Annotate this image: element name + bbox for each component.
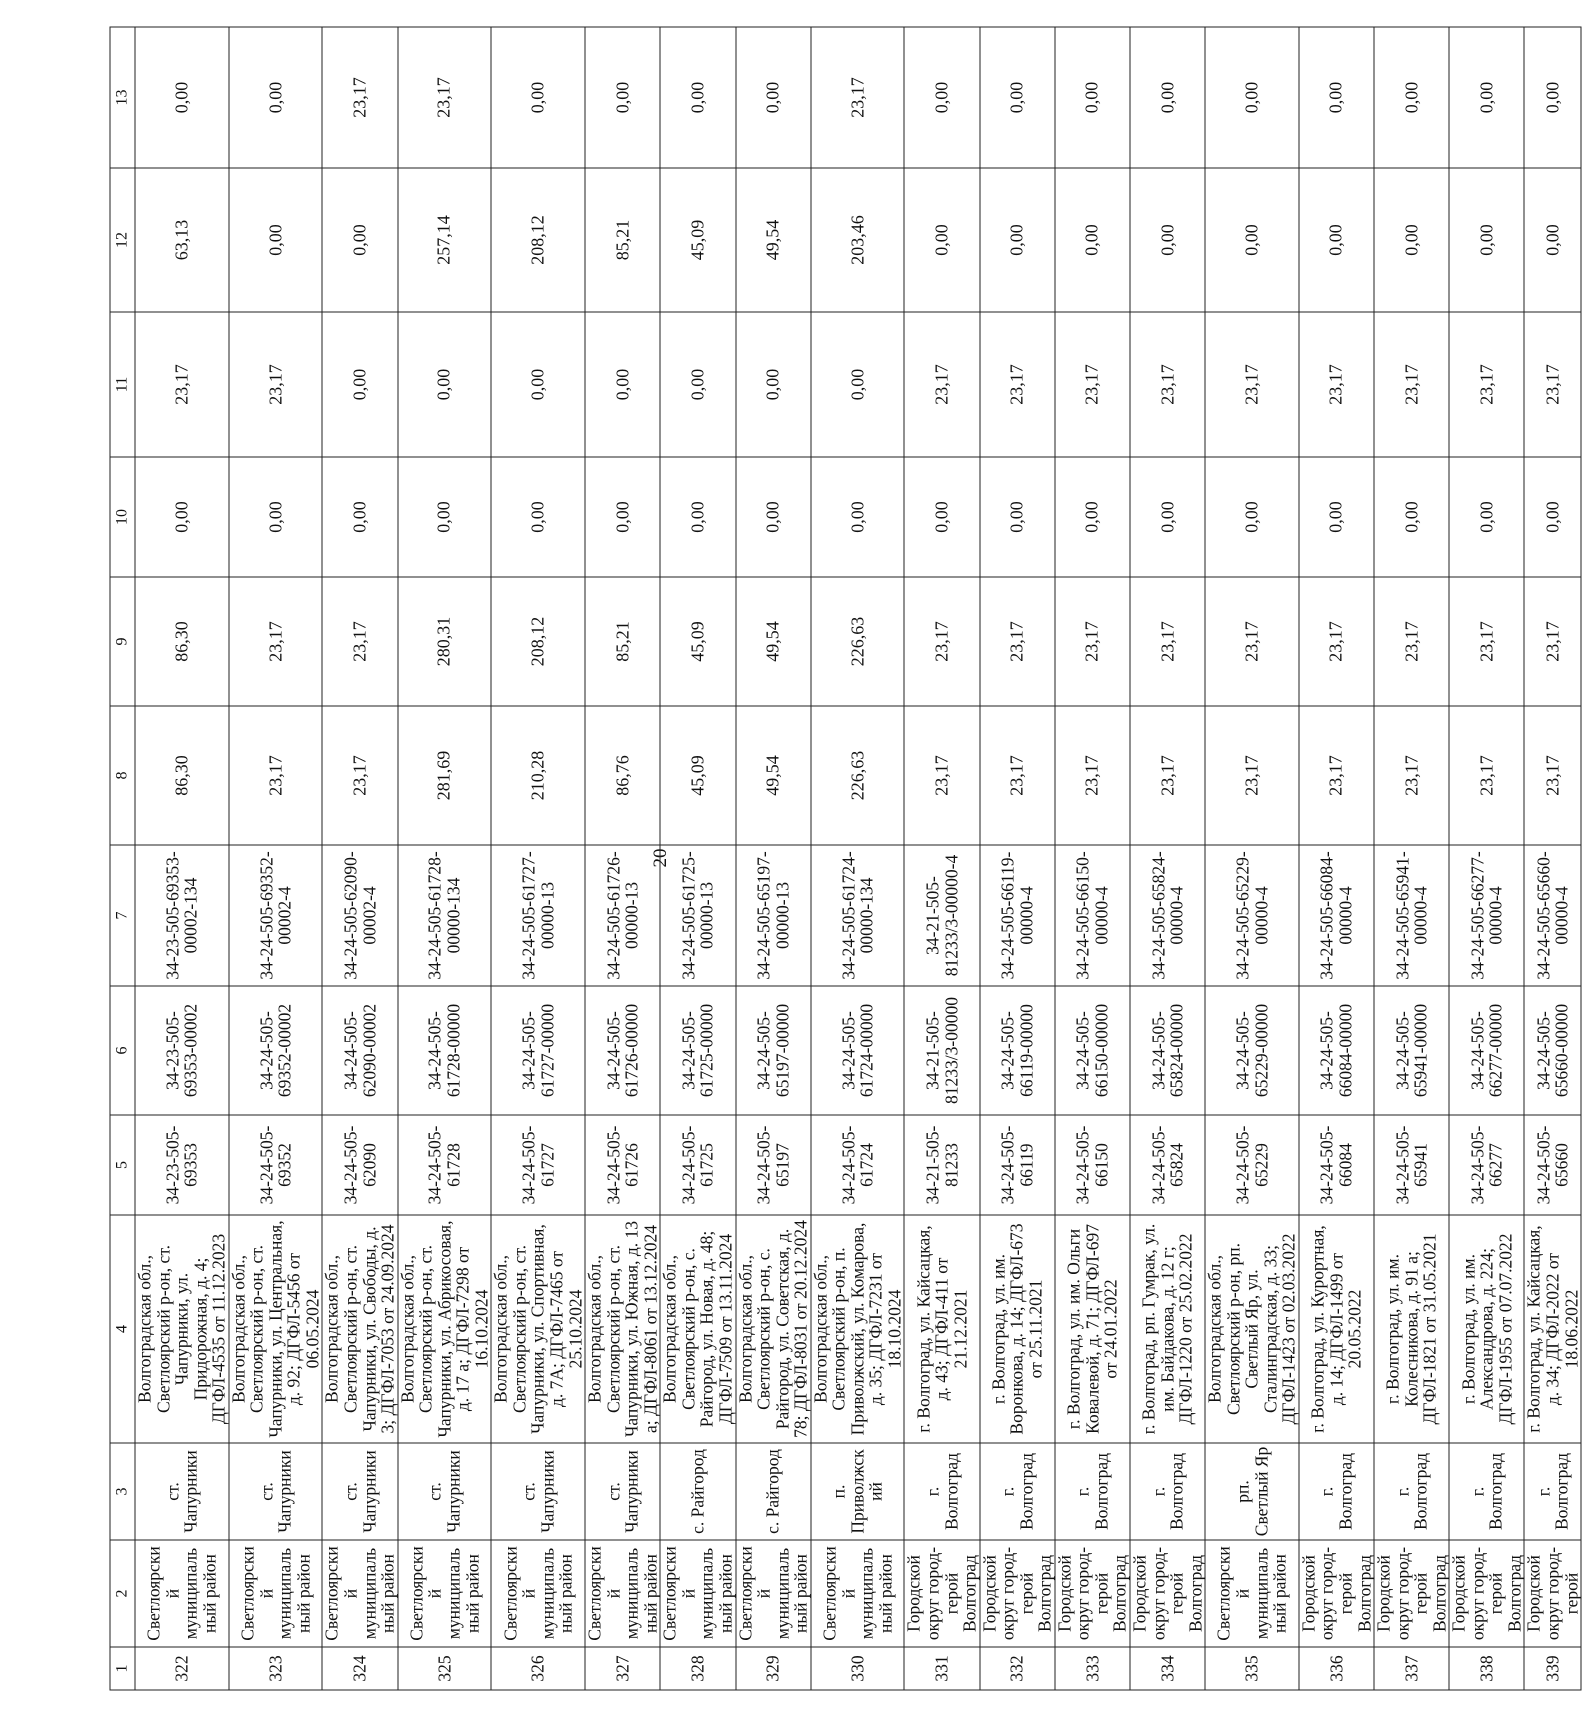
- code-cell: 34-23-505-69353-00002: [135, 986, 229, 1115]
- value-cell: 23,17: [1524, 312, 1581, 457]
- value-cell: 23,17: [322, 27, 397, 168]
- value-cell: 0,00: [398, 312, 492, 457]
- code-cell: 34-24-505-65229-00000-4: [1205, 845, 1299, 986]
- municipality-cell: Городской округ город-герой Волгоград: [1130, 1540, 1205, 1647]
- settlement-cell: с. Райгород: [660, 1443, 735, 1540]
- municipality-cell: Светлоярский муниципальный район: [585, 1540, 660, 1647]
- row-number-cell: 322: [135, 1647, 229, 1690]
- address-contract-cell: Волгоградская обл., Светлоярский р-он, ст. Чапурники, ул. Центральная, д. 92; ДГФЛ-5456 от 06.05.2024: [229, 1215, 323, 1443]
- code-cell: 34-24-505-66119-00000-4: [980, 845, 1055, 986]
- code-cell: 34-24-505-61725: [660, 1115, 735, 1215]
- value-cell: 23,17: [1449, 577, 1524, 706]
- value-cell: 23,17: [811, 27, 905, 168]
- row-number-cell: 338: [1449, 1647, 1524, 1690]
- address-contract-cell: г. Волгоград, ул. им. Александрова, д. 224; ДГФЛ-1955 от 07.07.2022: [1449, 1215, 1524, 1443]
- value-cell: 0,00: [1130, 27, 1205, 168]
- value-cell: 23,17: [1130, 706, 1205, 845]
- value-cell: 226,63: [811, 577, 905, 706]
- municipality-cell: Светлоярский муниципальный район: [1205, 1540, 1299, 1647]
- value-cell: 226,63: [811, 706, 905, 845]
- settlement-cell: г. Волгоград: [904, 1443, 979, 1540]
- value-cell: 0,00: [229, 27, 323, 168]
- value-cell: 0,00: [904, 168, 979, 312]
- municipality-cell: Светлоярский муниципальный район: [322, 1540, 397, 1647]
- address-contract-cell: Волгоградская обл., Светлоярский р-он, ст. Чапурники, ул. Южная, д. 13 а; ДГФЛ-8061 от 13.12.2024: [585, 1215, 660, 1443]
- value-cell: 0,00: [736, 312, 811, 457]
- value-cell: 0,00: [491, 457, 585, 577]
- row-number-cell: 339: [1524, 1647, 1581, 1690]
- value-cell: 23,17: [1449, 312, 1524, 457]
- code-cell: 34-24-505-66150: [1055, 1115, 1130, 1215]
- municipality-cell: Светлоярский муниципальный район: [491, 1540, 585, 1647]
- value-cell: 0,00: [811, 312, 905, 457]
- row-number-cell: 326: [491, 1647, 585, 1690]
- settlement-cell: п. Приволжский: [811, 1443, 905, 1540]
- address-contract-cell: Волгоградская обл., Светлоярский р-он, ст. Чапурники, ул. Свободы, д. 3; ДГФЛ-7053 от 24.09.2024: [322, 1215, 397, 1443]
- table-row: [980, 27, 1055, 1690]
- value-cell: 208,12: [491, 577, 585, 706]
- value-cell: 0,00: [1299, 168, 1374, 312]
- column-number-cell: 7: [110, 845, 135, 986]
- value-cell: 0,00: [1374, 168, 1449, 312]
- value-cell: 45,09: [660, 168, 735, 312]
- table-row: [1524, 27, 1581, 1690]
- code-cell: 34-24-505-61725-00000: [660, 986, 735, 1115]
- value-cell: 0,00: [322, 312, 397, 457]
- value-cell: 23,17: [1449, 706, 1524, 845]
- code-cell: 34-24-505-61726-00000: [585, 986, 660, 1115]
- code-cell: 34-24-505-65660: [1524, 1115, 1581, 1215]
- table-row: [135, 27, 229, 1690]
- table-row: [398, 27, 492, 1690]
- municipality-cell: Светлоярский муниципальный район: [135, 1540, 229, 1647]
- table-row: [229, 27, 323, 1690]
- row-number-cell: 335: [1205, 1647, 1299, 1690]
- row-number-cell: 329: [736, 1647, 811, 1690]
- value-cell: 23,17: [229, 577, 323, 706]
- column-number-cell: 9: [110, 577, 135, 706]
- code-cell: 34-24-505-65824-00000: [1130, 986, 1205, 1115]
- code-cell: 34-24-505-61724-00000-134: [811, 845, 905, 986]
- value-cell: 23,17: [904, 312, 979, 457]
- value-cell: 45,09: [660, 577, 735, 706]
- value-cell: 0,00: [322, 457, 397, 577]
- code-cell: 34-24-505-66084-00000: [1299, 986, 1374, 1115]
- value-cell: 0,00: [1524, 27, 1581, 168]
- value-cell: 0,00: [660, 457, 735, 577]
- settlement-cell: г. Волгоград: [1449, 1443, 1524, 1540]
- code-cell: 34-21-505-81233/3-00000: [904, 986, 979, 1115]
- municipality-cell: Городской округ город-герой Волгоград: [1299, 1540, 1374, 1647]
- column-number-cell: 8: [110, 706, 135, 845]
- code-cell: 34-24-505-61726: [585, 1115, 660, 1215]
- value-cell: 49,54: [736, 577, 811, 706]
- value-cell: 23,17: [1130, 577, 1205, 706]
- value-cell: 0,00: [398, 457, 492, 577]
- settlement-cell: г. Волгоград: [1524, 1443, 1581, 1540]
- table-row: [322, 27, 397, 1690]
- code-cell: 34-24-505-66277: [1449, 1115, 1524, 1215]
- row-number-cell: 330: [811, 1647, 905, 1690]
- value-cell: 0,00: [904, 27, 979, 168]
- value-cell: 0,00: [1055, 168, 1130, 312]
- address-contract-cell: Волгоградская обл., Светлоярский р-он, ст. Чапурники, ул. Спортивная, д. 7А; ДГФЛ-7465 от 25.10.2024: [491, 1215, 585, 1443]
- value-cell: 0,00: [1055, 27, 1130, 168]
- value-cell: 86,30: [135, 706, 229, 845]
- value-cell: 23,17: [1205, 577, 1299, 706]
- value-cell: 0,00: [585, 27, 660, 168]
- value-cell: 86,76: [585, 706, 660, 845]
- table-row: [1055, 27, 1130, 1690]
- value-cell: 85,21: [585, 577, 660, 706]
- value-cell: 0,00: [1130, 457, 1205, 577]
- code-cell: 34-24-505-69352: [229, 1115, 323, 1215]
- code-cell: 34-24-505-62090: [322, 1115, 397, 1215]
- value-cell: 0,00: [322, 168, 397, 312]
- municipality-cell: Городской округ город-герой Волгоград: [980, 1540, 1055, 1647]
- code-cell: 34-24-505-61727-00000: [491, 986, 585, 1115]
- address-contract-cell: Волгоградская обл., Светлоярский р-он, ст. Чапурники, ул. Придорожная, д. 4; ДГФЛ-4535 от 11.12.2023: [135, 1215, 229, 1443]
- table-row: [1130, 27, 1205, 1690]
- settlement-cell: ст. Чапурники: [135, 1443, 229, 1540]
- code-cell: 34-24-505-66119-00000: [980, 986, 1055, 1115]
- code-cell: 34-24-505-65824-00000-4: [1130, 845, 1205, 986]
- address-contract-cell: Волгоградская обл., Светлоярский р-он, с. Райгород, ул. Новая, д. 48; ДГФЛ-7509 от 13.11.2024: [660, 1215, 735, 1443]
- column-number-cell: 3: [110, 1443, 135, 1540]
- code-cell: 34-24-505-69352-00002-4: [229, 845, 323, 986]
- municipality-cell: Светлоярский муниципальный район: [398, 1540, 492, 1647]
- value-cell: 23,17: [1130, 312, 1205, 457]
- value-cell: 0,00: [229, 457, 323, 577]
- column-number-cell: 2: [110, 1540, 135, 1647]
- row-number-cell: 336: [1299, 1647, 1374, 1690]
- value-cell: 23,17: [904, 577, 979, 706]
- code-cell: 34-24-505-65824: [1130, 1115, 1205, 1215]
- address-contract-cell: г. Волгоград, ул. Кайсацкая, д. 43; ДГФЛ-411 от 21.12.2021: [904, 1215, 979, 1443]
- row-number-cell: 323: [229, 1647, 323, 1690]
- settlement-cell: ст. Чапурники: [229, 1443, 323, 1540]
- code-cell: 34-24-505-62090-00002-4: [322, 845, 397, 986]
- value-cell: 0,00: [1205, 168, 1299, 312]
- value-cell: 257,14: [398, 168, 492, 312]
- settlement-cell: рп. Светлый Яр: [1205, 1443, 1299, 1540]
- municipality-cell: Светлоярский муниципальный район: [736, 1540, 811, 1647]
- register-table: [110, 27, 1582, 1691]
- row-number-cell: 334: [1130, 1647, 1205, 1690]
- value-cell: 23,17: [135, 312, 229, 457]
- value-cell: 23,17: [1524, 577, 1581, 706]
- value-cell: 0,00: [1374, 457, 1449, 577]
- table-row: [1449, 27, 1524, 1690]
- value-cell: 0,00: [1524, 457, 1581, 577]
- value-cell: 23,17: [904, 706, 979, 845]
- code-cell: 34-24-505-61725-00000-13: [660, 845, 735, 986]
- address-contract-cell: г. Волгоград, ул. им. Ольги Ковалевой, д. 71; ДГФЛ-697 от 24.01.2022: [1055, 1215, 1130, 1443]
- table-row: [736, 27, 811, 1690]
- value-cell: 23,17: [980, 577, 1055, 706]
- code-cell: 34-24-505-65941: [1374, 1115, 1449, 1215]
- code-cell: 34-24-505-66277-00000: [1449, 986, 1524, 1115]
- value-cell: 23,17: [322, 577, 397, 706]
- settlement-cell: г. Волгоград: [980, 1443, 1055, 1540]
- value-cell: 0,00: [1524, 168, 1581, 312]
- code-cell: 34-24-505-65660-00000-4: [1524, 845, 1581, 986]
- municipality-cell: Светлоярский муниципальный район: [229, 1540, 323, 1647]
- table-row: [585, 27, 660, 1690]
- address-contract-cell: г. Волгоград, ул. им. Воронкова, д. 14; ДГФЛ-673 от 25.11.2021: [980, 1215, 1055, 1443]
- settlement-cell: г. Волгоград: [1374, 1443, 1449, 1540]
- value-cell: 0,00: [585, 312, 660, 457]
- code-cell: 34-24-505-65229: [1205, 1115, 1299, 1215]
- value-cell: 23,17: [229, 706, 323, 845]
- code-cell: 34-24-505-61728-00000-134: [398, 845, 492, 986]
- value-cell: 0,00: [1055, 457, 1130, 577]
- address-contract-cell: Волгоградская обл., Светлоярский р-он, п. Приволжский, ул. Комарова, д. 35; ДГФЛ-7231 от 18.10.2024: [811, 1215, 905, 1443]
- value-cell: 280,31: [398, 577, 492, 706]
- municipality-cell: Городской округ город-герой Волгоград: [1449, 1540, 1524, 1647]
- code-cell: 34-24-505-61728-00000: [398, 986, 492, 1115]
- settlement-cell: г. Волгоград: [1055, 1443, 1130, 1540]
- value-cell: 0,00: [585, 457, 660, 577]
- address-contract-cell: г. Волгоград, ул. Кайсацкая, д. 34; ДГФЛ-2022 от 18.06.2022: [1524, 1215, 1581, 1443]
- value-cell: 86,30: [135, 577, 229, 706]
- table-row: [1374, 27, 1449, 1690]
- settlement-cell: ст. Чапурники: [322, 1443, 397, 1540]
- code-cell: 34-23-505-69353: [135, 1115, 229, 1215]
- code-cell: 34-24-505-65941-00000-4: [1374, 845, 1449, 986]
- column-number-cell: 10: [110, 457, 135, 577]
- code-cell: 34-24-505-65197: [736, 1115, 811, 1215]
- settlement-cell: ст. Чапурники: [398, 1443, 492, 1540]
- value-cell: 45,09: [660, 706, 735, 845]
- row-number-cell: 331: [904, 1647, 979, 1690]
- row-number-cell: 324: [322, 1647, 397, 1690]
- settlement-cell: г. Волгоград: [1299, 1443, 1374, 1540]
- municipality-cell: Городской округ город-герой: [1524, 1540, 1581, 1647]
- address-contract-cell: Волгоградская обл., Светлоярский р-он, ст. Чапурники, ул. Абрикосовая, д. 17 а; ДГФЛ-7298 от 16.10.2024: [398, 1215, 492, 1443]
- value-cell: 23,17: [1299, 312, 1374, 457]
- value-cell: 281,69: [398, 706, 492, 845]
- value-cell: 0,00: [491, 312, 585, 457]
- table-row: [1205, 27, 1299, 1690]
- code-cell: 34-24-505-66150-00000-4: [1055, 845, 1130, 986]
- value-cell: 23,17: [1524, 706, 1581, 845]
- value-cell: 23,17: [1299, 706, 1374, 845]
- code-cell: 34-24-505-61728: [398, 1115, 492, 1215]
- code-cell: 34-24-505-61726-00000-13: [585, 845, 660, 986]
- code-cell: 34-24-505-61724: [811, 1115, 905, 1215]
- value-cell: 0,00: [904, 457, 979, 577]
- municipality-cell: Городской округ город-герой Волгоград: [1055, 1540, 1130, 1647]
- row-number-cell: 328: [660, 1647, 735, 1690]
- value-cell: 0,00: [736, 27, 811, 168]
- value-cell: 0,00: [811, 457, 905, 577]
- value-cell: 0,00: [1205, 27, 1299, 168]
- value-cell: 23,17: [1374, 706, 1449, 845]
- municipality-cell: Светлоярский муниципальный район: [811, 1540, 905, 1647]
- code-cell: 34-24-505-66084-00000-4: [1299, 845, 1374, 986]
- settlement-cell: с. Райгород: [736, 1443, 811, 1540]
- value-cell: 210,28: [491, 706, 585, 845]
- value-cell: 23,17: [322, 706, 397, 845]
- code-cell: 34-24-505-65941-00000: [1374, 986, 1449, 1115]
- value-cell: 0,00: [1374, 27, 1449, 168]
- column-number-cell: 4: [110, 1215, 135, 1443]
- value-cell: 0,00: [980, 168, 1055, 312]
- value-cell: 0,00: [135, 27, 229, 168]
- address-contract-cell: г. Волгоград, ул. Курортная, д. 14; ДГФЛ-1499 от 20.05.2022: [1299, 1215, 1374, 1443]
- column-number-cell: 1: [110, 1647, 135, 1690]
- value-cell: 0,00: [980, 457, 1055, 577]
- value-cell: 0,00: [1299, 27, 1374, 168]
- page-number: 20: [650, 848, 671, 868]
- code-cell: 34-24-505-66277-00000-4: [1449, 845, 1524, 986]
- value-cell: 0,00: [1299, 457, 1374, 577]
- value-cell: 23,17: [980, 706, 1055, 845]
- code-cell: 34-24-505-66119: [980, 1115, 1055, 1215]
- municipality-cell: Городской округ город-герой Волгоград: [1374, 1540, 1449, 1647]
- settlement-cell: г. Волгоград: [1130, 1443, 1205, 1540]
- column-number-cell: 13: [110, 27, 135, 168]
- value-cell: 23,17: [229, 312, 323, 457]
- value-cell: 23,17: [398, 27, 492, 168]
- table-row: [811, 27, 905, 1690]
- value-cell: 49,54: [736, 706, 811, 845]
- value-cell: 49,54: [736, 168, 811, 312]
- value-cell: 63,13: [135, 168, 229, 312]
- value-cell: 23,17: [1055, 706, 1130, 845]
- code-cell: 34-24-505-69352-00002: [229, 986, 323, 1115]
- code-cell: 34-24-505-61727-00000-13: [491, 845, 585, 986]
- address-contract-cell: Волгоградская обл., Светлоярский р-он, с. Райгород, ул. Советская, д. 78; ДГФЛ-8031 от 20.12.2024: [736, 1215, 811, 1443]
- code-cell: 34-24-505-65660-00000: [1524, 986, 1581, 1115]
- column-number-header-row: [110, 27, 135, 1690]
- value-cell: 0,00: [736, 457, 811, 577]
- code-cell: 34-24-505-62090-00002: [322, 986, 397, 1115]
- code-cell: 34-24-505-65197-00000: [736, 986, 811, 1115]
- row-number-cell: 332: [980, 1647, 1055, 1690]
- value-cell: 23,17: [1205, 312, 1299, 457]
- value-cell: 208,12: [491, 168, 585, 312]
- column-number-cell: 6: [110, 986, 135, 1115]
- settlement-cell: ст. Чапурники: [585, 1443, 660, 1540]
- table-row: [904, 27, 979, 1690]
- value-cell: 0,00: [1449, 457, 1524, 577]
- value-cell: 0,00: [491, 27, 585, 168]
- address-contract-cell: г. Волгоград, ул. им. Колесникова, д. 91 а; ДГФЛ-1821 от 31.05.2021: [1374, 1215, 1449, 1443]
- rotated-table-container: [110, 28, 1582, 1691]
- value-cell: 23,17: [1299, 577, 1374, 706]
- column-number-cell: 5: [110, 1115, 135, 1215]
- code-cell: 34-24-505-65197-00000-13: [736, 845, 811, 986]
- value-cell: 23,17: [1055, 577, 1130, 706]
- row-number-cell: 325: [398, 1647, 492, 1690]
- value-cell: 23,17: [1374, 312, 1449, 457]
- row-number-cell: 327: [585, 1647, 660, 1690]
- value-cell: 23,17: [1055, 312, 1130, 457]
- value-cell: 203,46: [811, 168, 905, 312]
- code-cell: 34-23-505-69353-00002-134: [135, 845, 229, 986]
- value-cell: 23,17: [1205, 706, 1299, 845]
- address-contract-cell: Волгоградская обл., Светлоярский р-он, рп. Светлый Яр, ул. Сталинградская, д. 33; ДГФЛ-1423 от 02.03.2022: [1205, 1215, 1299, 1443]
- value-cell: 0,00: [229, 168, 323, 312]
- code-cell: 34-24-505-65229-00000: [1205, 986, 1299, 1115]
- value-cell: 85,21: [585, 168, 660, 312]
- value-cell: 0,00: [1130, 168, 1205, 312]
- value-cell: 0,00: [1449, 168, 1524, 312]
- value-cell: 0,00: [980, 27, 1055, 168]
- settlement-cell: ст. Чапурники: [491, 1443, 585, 1540]
- value-cell: 0,00: [135, 457, 229, 577]
- row-number-cell: 337: [1374, 1647, 1449, 1690]
- code-cell: 34-24-505-61727: [491, 1115, 585, 1215]
- value-cell: 23,17: [1374, 577, 1449, 706]
- column-number-cell: 11: [110, 312, 135, 457]
- value-cell: 0,00: [1449, 27, 1524, 168]
- code-cell: 34-24-505-61724-00000: [811, 986, 905, 1115]
- municipality-cell: Городской округ город-герой Волгоград: [904, 1540, 979, 1647]
- value-cell: 23,17: [980, 312, 1055, 457]
- value-cell: 0,00: [660, 27, 735, 168]
- code-cell: 34-21-505-81233/3-00000-4: [904, 845, 979, 986]
- table-row: [660, 27, 735, 1690]
- table-row: [1299, 27, 1374, 1690]
- value-cell: 0,00: [1205, 457, 1299, 577]
- municipality-cell: Светлоярский муниципальный район: [660, 1540, 735, 1647]
- column-number-cell: 12: [110, 168, 135, 312]
- value-cell: 0,00: [660, 312, 735, 457]
- code-cell: 34-24-505-66150-00000: [1055, 986, 1130, 1115]
- address-contract-cell: г. Волгоград, рп. Гумрак, ул. им. Байдакова, д. 12 г; ДГФЛ-1220 от 25.02.2022: [1130, 1215, 1205, 1443]
- code-cell: 34-21-505-81233: [904, 1115, 979, 1215]
- code-cell: 34-24-505-66084: [1299, 1115, 1374, 1215]
- table-row: [491, 27, 585, 1690]
- row-number-cell: 333: [1055, 1647, 1130, 1690]
